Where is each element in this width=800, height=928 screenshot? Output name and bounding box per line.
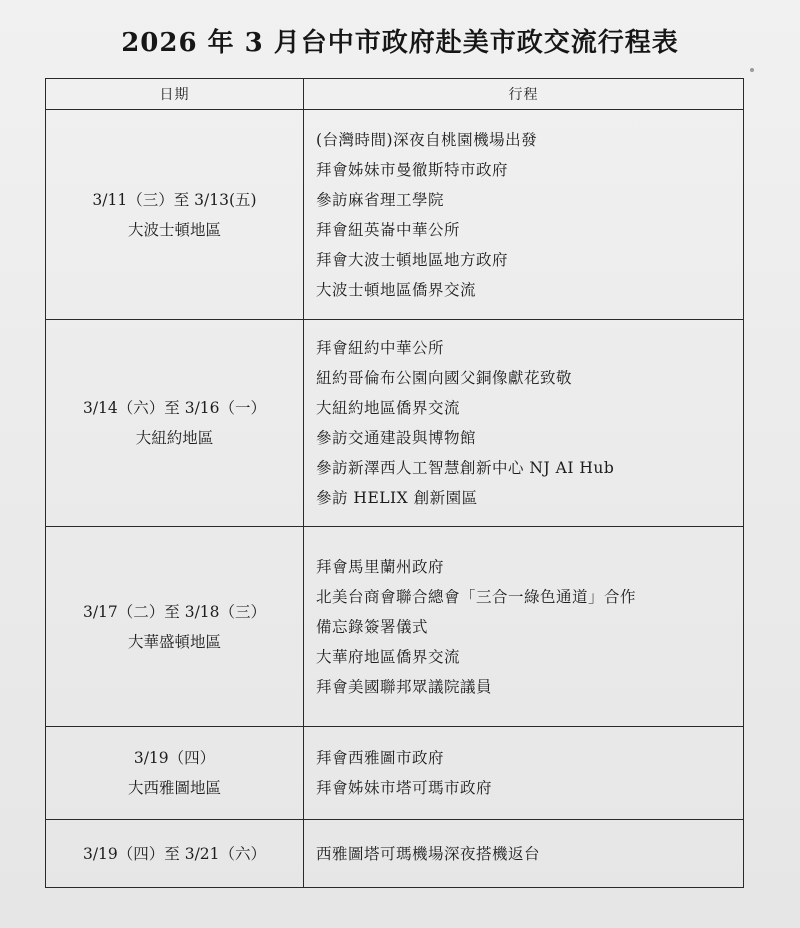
itinerary-item: 參訪交通建設與博物館 bbox=[316, 429, 477, 447]
itinerary-item: 拜會美國聯邦眾議院議員 bbox=[316, 677, 493, 696]
itinerary-item: 拜會大波士頓地區地方政府 bbox=[316, 250, 509, 269]
itinerary-item: 拜會姊妹市塔可瑪市政府 bbox=[316, 779, 493, 797]
date-range: 3/19（四） bbox=[133, 749, 216, 767]
itinerary-item: 西雅圖塔可瑪機場深夜搭機返台 bbox=[316, 844, 541, 863]
itinerary-item: 大紐約地區僑界交流 bbox=[316, 399, 461, 417]
region-name: 大華盛頓地區 bbox=[127, 632, 221, 651]
date-range: 3/14（六）至 3/16（一） bbox=[82, 399, 267, 417]
table-row bbox=[46, 527, 744, 727]
date-range: 3/11（三）至 3/13(五) bbox=[92, 190, 257, 209]
itinerary-item: 參訪麻省理工學院 bbox=[316, 190, 445, 209]
table-row bbox=[46, 320, 744, 527]
date-cell bbox=[46, 320, 304, 527]
itinerary-item: 備忘錄簽署儀式 bbox=[316, 617, 429, 636]
itinerary-item: 拜會姊妹市曼徹斯特市政府 bbox=[316, 160, 509, 179]
itinerary-item: 參訪新澤西人工智慧創新中心 NJ AI Hub bbox=[316, 459, 615, 477]
itinerary-item: (台灣時間)深夜自桃園機場出發 bbox=[316, 130, 538, 149]
region-name: 大紐約地區 bbox=[135, 429, 214, 447]
table-row bbox=[46, 110, 744, 320]
document-title: 2026 年 3 月台中市政府赴美市政交流行程表 bbox=[121, 28, 679, 58]
date-column-header: 日期 bbox=[46, 79, 304, 110]
date-range: 3/17（二）至 3/18（三） bbox=[82, 602, 267, 621]
paper-mark bbox=[750, 68, 754, 72]
table-row bbox=[46, 727, 744, 820]
itinerary-cell bbox=[304, 320, 744, 527]
region-name: 大西雅圖地區 bbox=[127, 779, 221, 797]
table-row bbox=[46, 820, 744, 888]
itinerary-item: 紐約哥倫布公園向國父銅像獻花致敬 bbox=[316, 369, 573, 387]
itinerary-cell bbox=[304, 820, 744, 888]
itinerary-cell bbox=[304, 110, 744, 320]
itinerary-item: 大華府地區僑界交流 bbox=[316, 647, 461, 666]
itinerary-item: 拜會西雅圖市政府 bbox=[316, 749, 445, 767]
table-header-row bbox=[46, 79, 744, 110]
itinerary-item: 拜會紐約中華公所 bbox=[316, 339, 445, 357]
itinerary-item: 大波士頓地區僑界交流 bbox=[316, 280, 477, 299]
itinerary-cell bbox=[304, 527, 744, 727]
itinerary-cell bbox=[304, 727, 744, 820]
itinerary-item: 拜會馬里蘭州政府 bbox=[316, 557, 445, 576]
date-range: 3/19（四）至 3/21（六） bbox=[82, 844, 267, 863]
itinerary-item: 北美台商會聯合總會「三合一綠色通道」合作 bbox=[316, 587, 637, 606]
itinerary-column-header: 行程 bbox=[304, 79, 744, 110]
date-cell bbox=[46, 110, 304, 320]
date-cell bbox=[46, 727, 304, 820]
itinerary-item: 拜會紐英崙中華公所 bbox=[316, 220, 461, 239]
region-name: 大波士頓地區 bbox=[127, 220, 221, 239]
itinerary-item: 參訪 HELIX 創新園區 bbox=[316, 489, 478, 507]
date-cell bbox=[46, 527, 304, 727]
date-cell bbox=[46, 820, 304, 888]
schedule-table bbox=[45, 78, 744, 888]
